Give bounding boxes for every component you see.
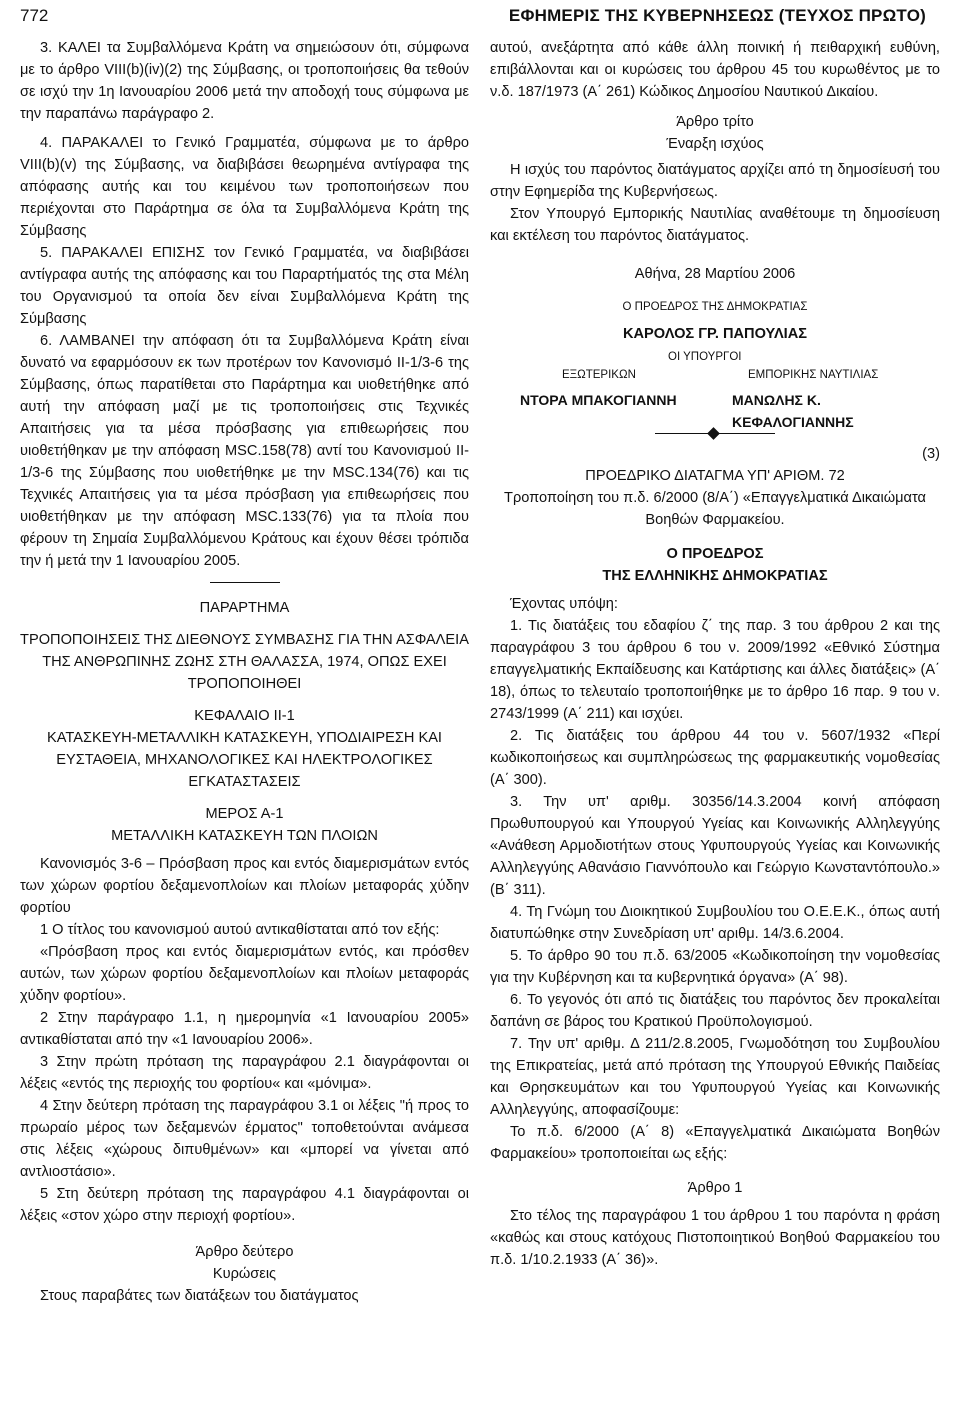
paragraph-4: 4. ΠΑΡΑΚΑΛΕΙ το Γενικό Γραμματέα, σύμφωνα με το άρθρο VIII(b)(v) της Σύμβασης, να διαβιβάσει θεωρημένα αντίγραφα της απόφασης αυτής και του κειμένου των τροποποιήσεων που περιέχονται στο Παράρτημα σε όλα τα Συμβαλλόμενα Κράτη της Σύμβασης: [20, 135, 469, 239]
minister-1-name: ΝΤΟΡΑ ΜΠΑΚΟΓΙΑΝΝΗ: [520, 392, 677, 408]
right-column: [490, 37, 940, 1271]
president-name: ΚΑΡΟΛΟΣ ΓΡ. ΠΑΠΟΥΛΙΑΣ: [622, 326, 808, 342]
amendment-2: 2 Στην παράγραφο 1.1, η ημερομηνία «1 Ιανουαρίου 2005» αντικαθίσταται από την «1 Ιανουαρίου 2006».: [20, 1010, 469, 1048]
diamond-icon: [707, 427, 720, 440]
ministers-label: ΟΙ ΥΠΟΥΡΓΟΙ: [668, 351, 742, 363]
minister-2-title: ΕΜΠΟΡΙΚΗΣ ΝΑΥΤΙΛΙΑΣ: [748, 369, 879, 381]
paragraph-6: 6. ΛΑΜΒΑΝΕΙ την απόφαση ότι τα Συμβαλλόμενα Κράτη είναι δυνατό να εφαρμόσουν εκ των προτέρων τον Κανονισμό II-1/3-6 της Σύμβασης, όπως παρατίθεται στο Παράρτημα και υιοθετήθηκε από αυτή την απόφαση μαζί με τις τροποποιήσεις στις Τεχνικές Απαιτήσεις για τα μέσα πρόσβασης για επιθεωρήσεις που υιοθετήθηκαν με την απόφαση MSC.158(78) αντί του Κανονισμού II-1/3-6 της Σύμβασης που υιοθετήθηκε με την MSC.134(76) και τις Τεχνικές Απαιτήσεις για τα μέσα πρόσβαση για επιθεωρήσεις που υιοθετήθηκαν με την απόφαση MSC.133(76) για τα πλοία που φέρουν τη Σημαία Συμβαλλόμενου Κράτους και έχουν θέσει τρόπιδα την ή μετά την 1 Ιανουαρίου 2005.: [20, 333, 469, 569]
decree-title: ΠΡΟΕΔΡΙΚΟ ΔΙΑΤΑΓΜΑ ΥΠ' ΑΡΙΘΜ. 72: [585, 468, 845, 484]
article-2-text: Στους παραβάτες των διατάξεων του διατάγματος: [40, 1288, 359, 1304]
consideration-5: 5. Το άρθρο 90 του π.δ. 63/2005 «Κωδικοποίηση την νομοθεσίας για την Κυβέρνηση και τα κυβερνητικά όργανα» (Α΄ 98).: [490, 948, 940, 986]
chapter-number: ΚΕΦΑΛΑΙΟ II-1: [194, 708, 295, 724]
chapter-title: ΚΑΤΑΣΚΕΥΗ-ΜΕΤΑΛΛΙΚΗ ΚΑΤΑΣΚΕΥΗ, ΥΠΟΔΙΑΙΡΕΣΗ ΚΑΙ ΕΥΣΤΑΘΕΙΑ, ΜΗΧΑΝΟΛΟΓΙΚΕΣ ΚΑΙ ΗΛΕΚΤΡΟΛΟΓΙΚΕΣ ΕΓΚΑΤΑΣΤΑΣΕΙΣ: [47, 730, 442, 790]
ministers-signatures: [490, 345, 940, 430]
article-3-para-1: Η ισχύς του παρόντος διατάγματος αρχίζει από τη δημοσίευσή του στην Εφημερίδα της Κυβερνήσεως.: [490, 162, 940, 200]
amendment-3: 3 Στην πρώτη πρόταση της παραγράφου 2.1 διαγράφονται οι λέξεις «εντός της περιοχής του φορτίου« και «μόνιμα».: [20, 1054, 469, 1092]
document-number: (3): [922, 446, 940, 462]
article-3-para-2: Στον Υπουργό Εμπορικής Ναυτιλίας αναθέτουμε τη δημοσίευση και εκτέλεση του παρόντος διατάγματος.: [490, 206, 940, 244]
article-2-title: Κυρώσεις: [212, 1266, 277, 1282]
article-1-text: Στο τέλος της παραγράφου 1 του άρθρου 1 του παρόντα η φράση «καθώς και στους κατόχους Πιστοποιητικού Βοηθού Φαρμακείου του π.δ. 1/10.2.1933 (Α΄ 36)».: [490, 1208, 940, 1268]
paragraph-5: 5. ΠΑΡΑΚΑΛΕΙ ΕΠΙΣΗΣ τον Γενικό Γραμματέα, να διαβιβάσει αντίγραφα αυτής της απόφασης και του Παραρτήματός της στα Μέλη του Οργανισμού τα οποία δεν είναι Συμβαλλόμενα Κράτη της Σύμβασης: [20, 245, 469, 327]
consideration-3: 3. Την υπ' αριθμ. 30356/14.3.2004 κοινή απόφαση Πρωθυπουργού και Υπουργού Υγείας και Κοινωνικής Αλληλεγγύης «Ανάθεση Αρμοδιοτήτων στους Υφυπουργούς Υγείας και Κοινωνικής Αλληλεγγύης Αθανάσιο Γιαννόπουλο και Γεώργιο Κωνσταντόπουλο.» (Β΄ 311).: [490, 794, 940, 898]
article-2-heading: Άρθρο δεύτερο: [195, 1244, 294, 1260]
annex-heading: ΤΡΟΠΟΠΟΙΗΣΕΙΣ ΤΗΣ ΔΙΕΘΝΟΥΣ ΣΥΜΒΑΣΗΣ ΓΙΑ ΤΗΝ ΑΣΦΑΛΕΙΑ ΤΗΣ ΑΝΘΡΩΠΙΝΗΣ ΖΩΗΣ ΣΤΗ ΘΑΛΑΣΣΑ, 1974, ΟΠΩΣ ΕΧΕΙ ΤΡΟΠΟΠΟΙΗΘΕΙ: [20, 632, 469, 692]
consideration-4: 4. Τη Γνώμη του Διοικητικού Συμβουλίου του Ο.Ε.Ε.Κ., όπως αυτή διατυπώθηκε στην Συνεδρίαση υπ' αριθμ. 14/3.6.2004.: [490, 904, 940, 942]
article-3-title: Έναρξη ισχύος: [666, 136, 764, 152]
annex-title: ΠΑΡΑΡΤΗΜΑ: [199, 600, 290, 616]
part-number: ΜΕΡΟΣ Α-1: [205, 806, 284, 822]
paragraph-3: 3. ΚΑΛΕΙ τα Συμβαλλόμενα Κράτη να σημειώσουν ότι, σύμφωνα με το άρθρο VIII(b)(iv)(2) της Σύμβασης, οι τροποποιήσεις θα τεθούν σε ισχύ την 1η Ιανουαρίου 2006 μετά την αποδοχή τους σύμφωνα με την παραπάνω παράγραφο 2.: [20, 40, 469, 122]
consideration-2: 2. Τις διατάξεις του άρθρου 44 του ν. 5607/1932 «Περί κωδικοποιήσεως και συμπληρώσεως της φαρμακευτικής νομοθεσίας (Α΄ 300).: [490, 728, 940, 788]
regulation-title: Κανονισμός 3-6 – Πρόσβαση προς και εντός διαμερισμάτων εντός των χώρων φορτίου δεξαμενοπλοίων και πλοίων μεταφοράς χύδην φορτίου: [20, 856, 469, 916]
divider: [210, 582, 280, 583]
consideration-7: 7. Την υπ' αριθμ. Δ 211/2.8.2005, Γνωμοδότηση του Συμβουλίου της Επικρατείας, μετά από πρόταση της Υπουργού Εθνικής Παιδείας και Θρησκευμάτων και του Υφυπουργού Υγείας και Κοινωνικής Αλληλεγγύης, αποφασίζουμε:: [490, 1036, 940, 1118]
part-title: ΜΕΤΑΛΛΙΚΗ ΚΑΤΑΣΚΕΥΗ ΤΩΝ ΠΛΟΙΩΝ: [111, 828, 378, 844]
amendment-4: 4 Στην δεύτερη πρόταση της παραγράφου 3.1 οι λέξεις "ή προς το πρωραίο μέρος των δεξαμενών έρματος" τοποθετούνται ανάμεσα στις λέξεις «χώρους διπυθμένων» και «μπορεί να γίνεται από αντλιοστάσιο».: [20, 1098, 469, 1180]
minister-2-name: ΜΑΝΩΛΗΣ Κ. ΚΕΦΑΛΟΓΙΑΝΝΗΣ: [732, 392, 854, 430]
gazette-title: ΕΦΗΜΕΡΙΣ ΤΗΣ ΚΥΒΕΡΝΗΣΕΩΣ (ΤΕΥΧΟΣ ΠΡΩΤΟ): [508, 6, 926, 25]
continued-text: αυτού, ανεξάρτητα από κάθε άλλη ποινική ή πειθαρχική ευθύνη, επιβάλλονται και οι κυρώσεις του άρθρου 45 του κυρωθέντος με το ν.δ. 187/1973 (Α΄ 261) Κώδικος Δημοσίου Ναυτικού Δικαίου.: [490, 40, 940, 100]
page-header: [20, 4, 940, 30]
president-heading-1: Ο ΠΡΟΕΔΡΟΣ: [666, 546, 764, 562]
president-heading-2: ΤΗΣ ΕΛΛΗΝΙΚΗΣ ΔΗΜΟΚΡΑΤΙΑΣ: [602, 568, 828, 584]
amendment-1-quote: «Πρόσβαση προς και εντός διαμερισμάτων εντός, και πρόσθεν αυτών, των χώρων φορτίου δεξαμενοπλοίων και πλοίων μεταφοράς χύδην φορτίου».: [20, 944, 469, 1004]
consideration-6: 6. Το γεγονός ότι από τις διατάξεις του παρόντος δεν προκαλείται δαπάνη σε βάρος του Κρατικού Προϋπολογισμού.: [490, 992, 940, 1030]
amendment-1: 1 Ο τίτλος του κανονισμού αυτού αντικαθίσταται από τον εξής:: [40, 922, 440, 938]
consideration-1: 1. Τις διατάξεις του εδαφίου ζ΄ της παρ. 3 του άρθρου 2 και της παραγράφου 3 του άρθρου 6 του ν. 2009/1992 «Εθνικό Σύστημα επαγγελματικής Εκπαίδευσης και Κατάρτισης και άλλες διατάξεις» (Α΄ 18), όπως το τελευταίο τροποποιήθηκε με το άρθρο 16 παρ. 9 του ν. 2743/1999 (Α΄ 211) και ισχύει.: [490, 618, 940, 722]
amendment-5: 5 Στη δεύτερη πρόταση της παραγράφου 4.1 διαγράφονται οι λέξεις «στον χώρο στην περιοχή φορτίου».: [20, 1186, 469, 1224]
having-in-mind: Έχοντας υπόψη:: [510, 596, 618, 612]
date-line: Αθήνα, 28 Μαρτίου 2006: [634, 266, 796, 282]
page-number: 772: [20, 6, 49, 25]
decision-text: Το π.δ. 6/2000 (Α΄ 8) «Επαγγελματικά Δικαιώματα Βοηθών Φαρμακείου» τροποποιείται ως εξής:: [490, 1124, 940, 1162]
article-3-heading: Άρθρο τρίτο: [676, 114, 754, 130]
section-divider: [655, 427, 775, 441]
president-label: Ο ΠΡΟΕΔΡΟΣ ΤΗΣ ΔΗΜΟΚΡΑΤΙΑΣ: [622, 301, 808, 313]
decree-subject: Τροποποίηση του π.δ. 6/2000 (8/Α΄) «Επαγγελματικά Δικαιώματα Βοηθών Φαρμακείου.: [504, 490, 926, 528]
left-column: [20, 37, 469, 1307]
minister-1-title: ΕΞΩΤΕΡΙΚΩΝ: [562, 369, 636, 381]
article-1-heading: Άρθρο 1: [687, 1180, 743, 1196]
